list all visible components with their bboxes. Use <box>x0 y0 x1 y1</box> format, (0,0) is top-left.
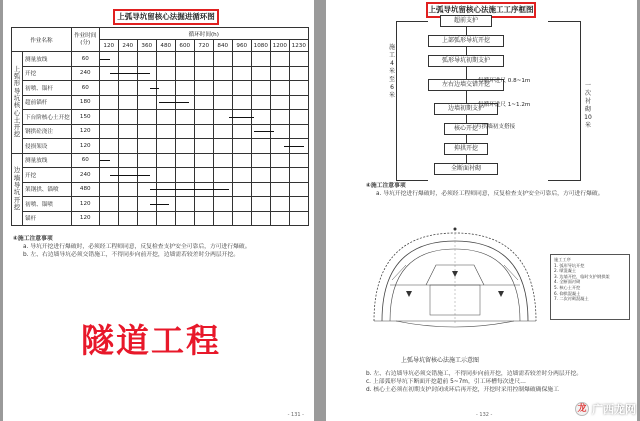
timeline-cell <box>99 66 118 81</box>
timeline-cell <box>251 211 270 226</box>
left-notes <box>13 235 308 259</box>
right-bracket-top <box>548 21 580 22</box>
gantt-group-label: 上弧形导坑核心土开挖 <box>12 52 23 154</box>
timeline-cell <box>137 66 156 81</box>
timeline-cell <box>213 66 232 81</box>
gantt-row <box>12 52 309 67</box>
timeline-cell <box>270 168 289 183</box>
timeline-cell <box>194 182 213 197</box>
timeline-cell <box>270 66 289 81</box>
left-page-number: - 131 - <box>287 412 304 418</box>
timeline-cell <box>251 95 270 110</box>
timeline-cell <box>213 124 232 139</box>
timeline-cell <box>251 110 270 125</box>
flow-step-box: 边墙初期支护 <box>434 103 498 115</box>
timeline-cell <box>194 168 213 183</box>
left-note-b: b. 左、右边墙导坑必须交错施工，不得同步向前开挖，边墙需若较差时分两层开挖。 <box>23 252 240 258</box>
right-bottom-notes <box>366 370 631 394</box>
header-cycle-time: 循环时间(h) <box>99 28 308 40</box>
timeline-cell <box>194 95 213 110</box>
right-notes <box>366 182 631 198</box>
gantt-row <box>12 95 309 110</box>
timeline-cell <box>251 197 270 212</box>
left-page <box>3 0 314 421</box>
timeline-cell <box>175 182 194 197</box>
timeline-cell <box>289 211 308 226</box>
right-page-number: - 132 - <box>476 412 493 418</box>
timeline-cell <box>156 153 175 168</box>
tick-label: 360 <box>137 40 156 52</box>
timeline-cell <box>251 124 270 139</box>
timeline-cell <box>194 81 213 96</box>
timeline-cell <box>118 197 137 212</box>
diagram-caption: 上弧导坑留核心法施工示意图 <box>401 357 480 364</box>
timeline-cell <box>118 110 137 125</box>
job-name: 架钢拱、锚喷 <box>23 182 72 197</box>
job-duration: 480 <box>71 182 99 197</box>
flow-connector <box>466 155 467 163</box>
left-notes-heading: ④施工注意事项 <box>13 236 53 242</box>
gantt-row <box>12 211 309 226</box>
gantt-row <box>12 81 309 96</box>
flow-connector <box>466 27 467 35</box>
timeline-cell <box>118 124 137 139</box>
timeline-cell <box>289 153 308 168</box>
job-duration: 150 <box>71 110 99 125</box>
timeline-cell <box>232 66 251 81</box>
timeline-cell <box>213 139 232 154</box>
timeline-cell <box>156 197 175 212</box>
timeline-cell <box>232 182 251 197</box>
job-name: 初喷、锚喷 <box>23 197 72 212</box>
tunnel-engineering-label: 隧道工程 <box>81 321 221 360</box>
flow-connector <box>466 115 467 123</box>
timeline-cell <box>289 81 308 96</box>
timeline-cell <box>175 110 194 125</box>
gantt-table <box>11 27 309 226</box>
timeline-cell <box>175 124 194 139</box>
timeline-cell <box>156 110 175 125</box>
left-bracket-top <box>396 21 428 22</box>
job-duration: 120 <box>71 139 99 154</box>
timeline-cell <box>251 52 270 67</box>
job-duration: 120 <box>71 197 99 212</box>
right-note-c: c. 上部弧形导坑下断面开挖超前 5~7m，引工环槽每次进尺… <box>366 379 526 385</box>
timeline-cell <box>99 197 118 212</box>
tick-label: 840 <box>213 40 232 52</box>
timeline-cell <box>232 153 251 168</box>
watermark <box>575 401 636 417</box>
gantt-bar <box>100 59 110 60</box>
timeline-cell <box>194 110 213 125</box>
right-note-b: b. 左、右边墙导坑必须交错施工，不得同步向前开挖，边墙需若较差时分两层开挖。 <box>366 371 583 377</box>
right-vertical-note: 一次衬砌10米 <box>584 82 592 129</box>
timeline-cell <box>270 110 289 125</box>
timeline-cell <box>289 168 308 183</box>
timeline-cell <box>99 211 118 226</box>
timeline-cell <box>137 197 156 212</box>
timeline-cell <box>270 52 289 67</box>
flow-connector <box>466 47 467 55</box>
timeline-cell <box>270 211 289 226</box>
timeline-cell <box>251 168 270 183</box>
flow-step-box: 全断面衬砌 <box>434 163 498 175</box>
gantt-bar <box>100 160 110 161</box>
timeline-cell <box>270 95 289 110</box>
legend-item-3: 3. 边墙开挖，临时支护钢拱架 <box>554 273 610 279</box>
timeline-cell <box>213 168 232 183</box>
timeline-cell <box>213 182 232 197</box>
timeline-cell <box>194 52 213 67</box>
flow-note-2: 每循环进尺 1~1.2m <box>478 102 531 108</box>
gantt-group-label: 边墙导坑开挖 <box>12 153 23 226</box>
gantt-row <box>12 168 309 183</box>
timeline-cell <box>99 168 118 183</box>
timeline-cell <box>270 182 289 197</box>
job-duration: 60 <box>71 52 99 67</box>
timeline-cell <box>118 211 137 226</box>
timeline-cell <box>251 182 270 197</box>
gantt-row <box>12 182 309 197</box>
timeline-cell <box>118 52 137 67</box>
timeline-cell <box>175 95 194 110</box>
right-bracket-line <box>580 21 581 181</box>
legend-item-4: 4. 全断面衬砌 <box>554 279 581 285</box>
left-vertical-note: 施工4米至6米 <box>388 44 395 99</box>
gantt-row <box>12 66 309 81</box>
timeline-cell <box>175 197 194 212</box>
timeline-cell <box>289 124 308 139</box>
timeline-cell <box>270 124 289 139</box>
job-name: 侵损架设 <box>23 139 72 154</box>
tick-label: 720 <box>194 40 213 52</box>
timeline-cell <box>251 139 270 154</box>
flow-step-box: 超前支护 <box>440 15 492 27</box>
flow-step-box: 弧形导坑初期支护 <box>428 55 504 67</box>
timeline-cell <box>232 95 251 110</box>
flow-step-box: 左右边墙交错开挖 <box>428 79 504 91</box>
timeline-cell <box>289 66 308 81</box>
job-name: 初喷、锚杆 <box>23 81 72 96</box>
timeline-cell <box>194 124 213 139</box>
job-duration: 60 <box>71 81 99 96</box>
timeline-cell <box>118 66 137 81</box>
tick-label: 960 <box>232 40 251 52</box>
flow-note-3: 与拱墙初支搭接 <box>476 124 516 130</box>
timeline-cell <box>99 52 118 67</box>
timeline-cell <box>232 197 251 212</box>
timeline-cell <box>213 197 232 212</box>
construction-legend <box>550 254 630 320</box>
timeline-cell <box>194 66 213 81</box>
timeline-cell <box>156 139 175 154</box>
tick-label: 1200 <box>270 40 289 52</box>
left-note-a: a. 导坑开挖进行爆破时，必须经工程师同意，反复检查支护安全可靠后，方可进行爆破。 <box>23 244 251 250</box>
flow-step-box: 上部弧形导坑开挖 <box>428 35 504 47</box>
timeline-cell <box>99 81 118 96</box>
timeline-cell <box>232 52 251 67</box>
right-notes-heading: ④施工注意事项 <box>366 183 406 189</box>
flow-title: 上弧导坑留核心法施工工序框图 <box>426 2 536 18</box>
timeline-cell <box>270 197 289 212</box>
gantt-row <box>12 153 309 168</box>
flow-connector <box>466 91 467 103</box>
watermark-text: 广西龙网 <box>592 403 636 416</box>
right-bracket-bottom <box>548 180 580 181</box>
flow-connector <box>466 135 467 143</box>
timeline-cell <box>99 124 118 139</box>
timeline-cell <box>118 153 137 168</box>
timeline-cell <box>194 197 213 212</box>
gantt-row <box>12 110 309 125</box>
timeline-cell <box>232 124 251 139</box>
timeline-cell <box>251 81 270 96</box>
header-job-name: 作业名称 <box>12 28 72 52</box>
job-name: 测量放线 <box>23 153 72 168</box>
legend-item-6: 6. 仰拱混凝土 <box>554 290 581 296</box>
timeline-cell <box>137 168 156 183</box>
timeline-cell <box>118 95 137 110</box>
timeline-cell <box>137 182 156 197</box>
gantt-title: 上弧导坑留核心法掘进循环图 <box>113 9 219 25</box>
timeline-cell <box>156 211 175 226</box>
flow-step-box: 核心开挖 <box>444 123 488 135</box>
watermark-logo-icon: 龙 <box>575 402 589 416</box>
timeline-cell <box>99 153 118 168</box>
right-note-d: d. 核心土必须在初期支护封闭成环后再开挖，开挖时采用控制爆破确保施工 <box>366 387 559 393</box>
timeline-cell <box>137 153 156 168</box>
timeline-cell <box>213 153 232 168</box>
job-duration: 120 <box>71 211 99 226</box>
timeline-cell <box>289 52 308 67</box>
timeline-cell <box>251 66 270 81</box>
timeline-cell <box>137 52 156 67</box>
job-duration: 60 <box>71 153 99 168</box>
legend-item-2: 2. 喷混凝土 <box>554 268 577 274</box>
timeline-cell <box>194 153 213 168</box>
timeline-cell <box>137 139 156 154</box>
timeline-cell <box>289 139 308 154</box>
timeline-cell <box>232 168 251 183</box>
timeline-cell <box>194 139 213 154</box>
timeline-cell <box>270 81 289 96</box>
timeline-cell <box>175 211 194 226</box>
timeline-cell <box>137 124 156 139</box>
timeline-cell <box>156 124 175 139</box>
job-duration: 240 <box>71 168 99 183</box>
tick-label: 1230 <box>289 40 308 52</box>
timeline-cell <box>232 110 251 125</box>
timeline-cell <box>232 211 251 226</box>
right-page <box>326 0 637 421</box>
timeline-cell <box>232 81 251 96</box>
timeline-cell <box>137 81 156 96</box>
timeline-cell <box>156 95 175 110</box>
timeline-cell <box>270 153 289 168</box>
flow-connector <box>466 67 467 79</box>
job-duration: 120 <box>71 124 99 139</box>
job-name: 开挖 <box>23 66 72 81</box>
timeline-cell <box>137 211 156 226</box>
tick-label: 600 <box>175 40 194 52</box>
job-name: 锚杆 <box>23 211 72 226</box>
timeline-cell <box>213 110 232 125</box>
job-name: 测量放线 <box>23 52 72 67</box>
timeline-cell <box>118 81 137 96</box>
timeline-cell <box>232 139 251 154</box>
timeline-cell <box>137 95 156 110</box>
timeline-cell <box>270 139 289 154</box>
job-name: 超前锚杆 <box>23 95 72 110</box>
timeline-cell <box>175 52 194 67</box>
timeline-cell <box>156 52 175 67</box>
tick-label: 120 <box>99 40 118 52</box>
timeline-cell <box>289 197 308 212</box>
legend-item-1: 1. 弧形导坑开挖 <box>554 262 585 268</box>
gantt-row <box>12 197 309 212</box>
timeline-cell <box>99 139 118 154</box>
tick-label: 480 <box>156 40 175 52</box>
job-duration: 240 <box>71 66 99 81</box>
job-name: 开挖 <box>23 168 72 183</box>
legend-heading: 施工工序 <box>554 257 571 262</box>
timeline-cell <box>175 168 194 183</box>
flow-step-box: 抑拱开挖 <box>444 143 488 155</box>
job-name: 钢拱砼浇注 <box>23 124 72 139</box>
timeline-cell <box>118 168 137 183</box>
tick-label: 1080 <box>251 40 270 52</box>
legend-item-7: 7. 二次衬砌混凝土 <box>554 296 589 302</box>
timeline-cell <box>99 110 118 125</box>
timeline-cell <box>213 81 232 96</box>
timeline-cell <box>99 182 118 197</box>
right-note-a: a. 导坑开挖进行爆破时，必须经工程师同意，反复检查支护安全可靠后，方可进行爆破。 <box>376 191 604 197</box>
timeline-cell <box>251 153 270 168</box>
tick-label: 240 <box>118 40 137 52</box>
tunnel-cross-section-diagram <box>366 225 544 333</box>
timeline-cell <box>213 211 232 226</box>
left-bracket-line <box>396 21 397 181</box>
timeline-cell <box>289 110 308 125</box>
timeline-cell <box>289 182 308 197</box>
timeline-cell <box>156 168 175 183</box>
job-duration: 180 <box>71 95 99 110</box>
timeline-cell <box>137 110 156 125</box>
left-bracket-bottom <box>396 180 428 181</box>
timeline-cell <box>118 139 137 154</box>
gantt-row <box>12 139 309 154</box>
timeline-cell <box>175 81 194 96</box>
flow-note-1: 每循环进尺 0.8~1m <box>478 78 531 84</box>
legend-item-5: 5. 核心土开挖 <box>554 284 581 290</box>
timeline-cell <box>118 182 137 197</box>
timeline-cell <box>175 66 194 81</box>
timeline-cell <box>213 52 232 67</box>
timeline-cell <box>156 81 175 96</box>
timeline-cell <box>156 66 175 81</box>
timeline-cell <box>175 139 194 154</box>
timeline-cell <box>213 95 232 110</box>
timeline-cell <box>156 182 175 197</box>
timeline-cell <box>289 95 308 110</box>
gantt-row <box>12 124 309 139</box>
timeline-cell <box>175 153 194 168</box>
timeline-cell <box>99 95 118 110</box>
job-name: 下台阶核心土开挖 <box>23 110 72 125</box>
header-job-duration: 作业时间(分) <box>71 28 99 52</box>
timeline-cell <box>194 211 213 226</box>
